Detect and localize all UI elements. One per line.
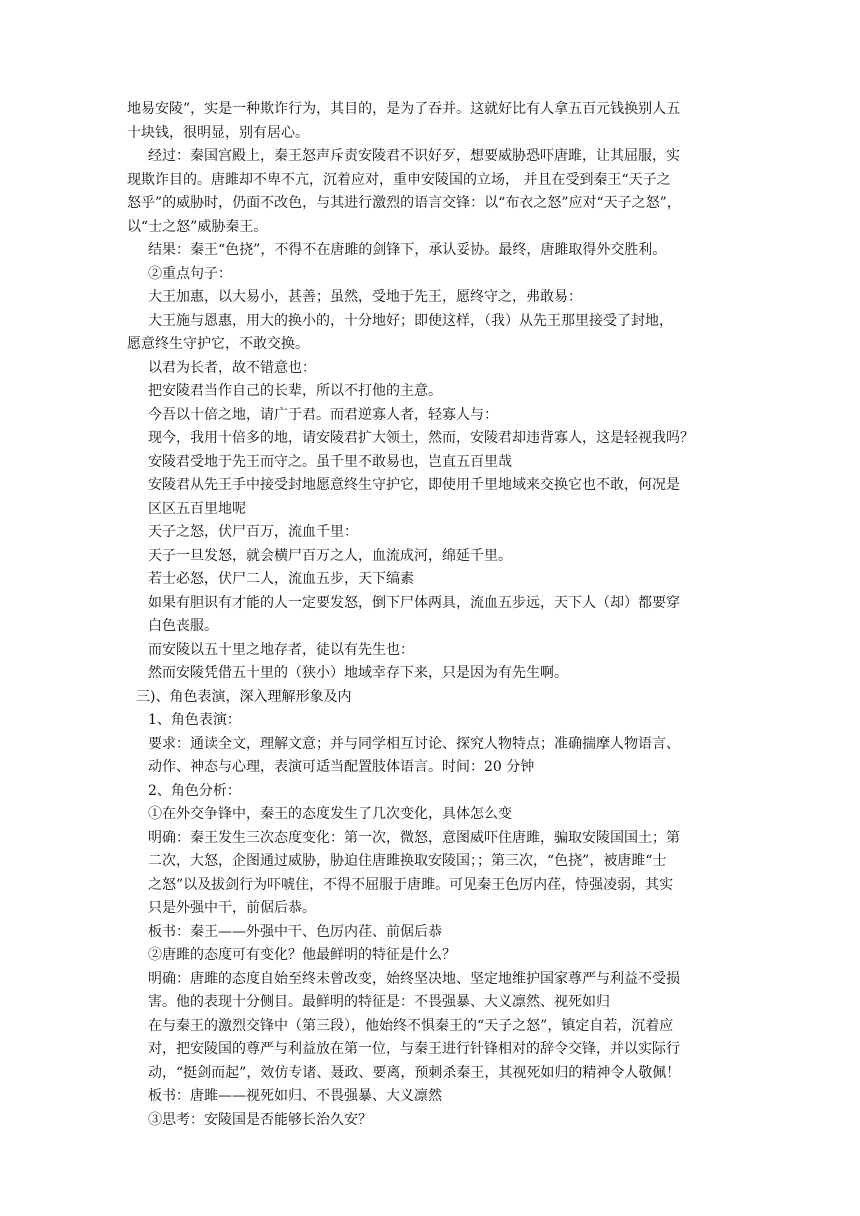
text-line: ②唐雎的态度可有变化？他最鲜明的特征是什么？ xyxy=(148,947,456,963)
text-line: 板书：唐雎——视死如归、不畏强暴、大义凛然 xyxy=(148,1088,442,1104)
text-line: 现欺诈目的。唐雎却不卑不亢，沉着应对，重申安陵国的立场， 并且在受到秦王“天子之 xyxy=(127,171,671,188)
text-line: 2、角色分析： xyxy=(148,782,241,799)
text-line: 如果有胆识有才能的人一定要发怒，倒下尸体两具，流血五步远，天下人（却）都要穿 xyxy=(148,594,680,611)
text-line: 今吾以十倍之地，请广于君。而君逆寡人者，轻寡人与： xyxy=(148,406,498,423)
text-line: 经过：秦国宫殿上，秦王怒声斥责安陵君不识好歹，想要威胁恐吓唐雎，让其屈服，实 xyxy=(148,148,680,164)
text-line: 二次，大怒，企图通过威胁，胁迫住唐雎换取安陵国；；第三次，“色挠”，被唐雎“士 xyxy=(148,853,667,869)
text-line: 天子一旦发怒，就会横尸百万之人，血流成河，绵延千里。 xyxy=(148,547,512,564)
text-line: 把安陵君当作自己的长辈，所以不打他的主意。 xyxy=(148,383,442,399)
text-line: 之怒”以及拔剑行为吓唬住，不得不屈服于唐雎。可见秦王色厉内荏，恃强凌弱，其实 xyxy=(148,876,674,893)
text-line: 然而安陵凭借五十里的（狭小）地域幸存下来，只是因为有先生啊。 xyxy=(148,665,568,681)
text-line: 动，“挺剑而起”，效仿专诸、聂政、要离，预刺杀秦王，其视死如归的精神令人敬佩！ xyxy=(148,1064,681,1081)
document-body xyxy=(127,98,747,1132)
text-line: 对，把安陵国的尊严与利益放在第一位，与秦王进行针锋相对的辞令交锋，并以实际行 xyxy=(148,1041,680,1057)
text-line: 十块钱，很明显，别有居心。 xyxy=(127,124,309,141)
text-line: 安陵君从先王手中接受封地愿意终生守护它，即使用千里地域来交换它也不敢，何况是 xyxy=(148,477,680,493)
text-line: 要求：通读全文，理解文意；并与同学相互讨论、探究人物特点；准确揣摩人物语言、 xyxy=(148,735,680,752)
text-line: 安陵君受地于先王而守之。虽千里不敢易也，岂直五百里哉 xyxy=(148,453,512,470)
text-line: 若士必怒，伏尸二人，流血五步，天下缟素 xyxy=(148,571,414,587)
text-line: 天子之怒，伏尸百万，流血千里： xyxy=(148,524,358,540)
text-line: 结果：秦王“色挠”，不得不在唐雎的剑锋下，承认妥协。最终，唐雎取得外交胜利。 xyxy=(148,242,667,258)
text-line: 大王施与恩惠，用大的换小的，十分地好；即使这样，（我）从先王那里接受了封地， xyxy=(148,312,673,329)
text-line: 明确：秦王发生三次态度变化：第一次，微怒，意图威吓住唐雎，骗取安陵国国土；第 xyxy=(148,829,680,846)
text-line: 只是外强中干，前倨后恭。 xyxy=(148,900,316,916)
section-heading: 三)、角色表演，深入理解形象及内 xyxy=(136,688,352,705)
text-line: ③思考：安陵国是否能够长治久安？ xyxy=(148,1111,372,1128)
text-line: 以“士之怒”威胁秦王。 xyxy=(127,218,268,235)
text-line: 区区五百里地呢 xyxy=(148,500,246,517)
text-line: 板书：秦王——外强中干、色厉内荏、前倨后恭 xyxy=(148,923,442,940)
text-line: 愿意终生守护它，不敢交换。 xyxy=(127,336,309,352)
text-line: 而安陵以五十里之地存者，徒以有先生也： xyxy=(148,641,414,658)
text-line: 1、角色表演： xyxy=(148,712,241,728)
text-line: 怒乎”的威胁时，仍面不改色，与其进行激烈的语言交锋：以“布衣之怒”应对“天子之怒”， xyxy=(127,195,681,211)
text-line: ②重点句子： xyxy=(148,265,232,282)
text-line: 害。他的表现十分侧目。最鲜明的特征是：不畏强暴、大义凛然、视死如归 xyxy=(148,994,610,1010)
text-line: 在与秦王的激烈交锋中（第三段），他始终不惧秦王的“天子之怒”，镇定自若，沉着应 xyxy=(148,1017,674,1034)
text-line: 以君为长者，故不错意也： xyxy=(148,359,316,376)
text-line: 大王加惠，以大易小，甚善；虽然，受地于先王，愿终守之，弗敢易： xyxy=(148,289,582,305)
text-line: 白色丧服。 xyxy=(148,618,218,634)
text-line: 动作、神态与心理，表演可适当配置肢体语言。时间：20 分钟 xyxy=(148,759,535,775)
text-line: 地易安陵”，实是一种欺诈行为，其目的，是为了吞并。这就好比有人拿五百元钱换别人五 xyxy=(127,101,681,117)
text-line: 明确：唐雎的态度自始至终未曾改变，始终坚决地、坚定地维护国家尊严与利益不受损 xyxy=(148,970,680,987)
text-line: 现今，我用十倍多的地，请安陵君扩大领土，然而，安陵君却违背寡人，这是轻视我吗？ xyxy=(148,430,694,446)
text-line: ①在外交争锋中，秦王的态度发生了几次变化，具体怎么变 xyxy=(148,806,512,822)
